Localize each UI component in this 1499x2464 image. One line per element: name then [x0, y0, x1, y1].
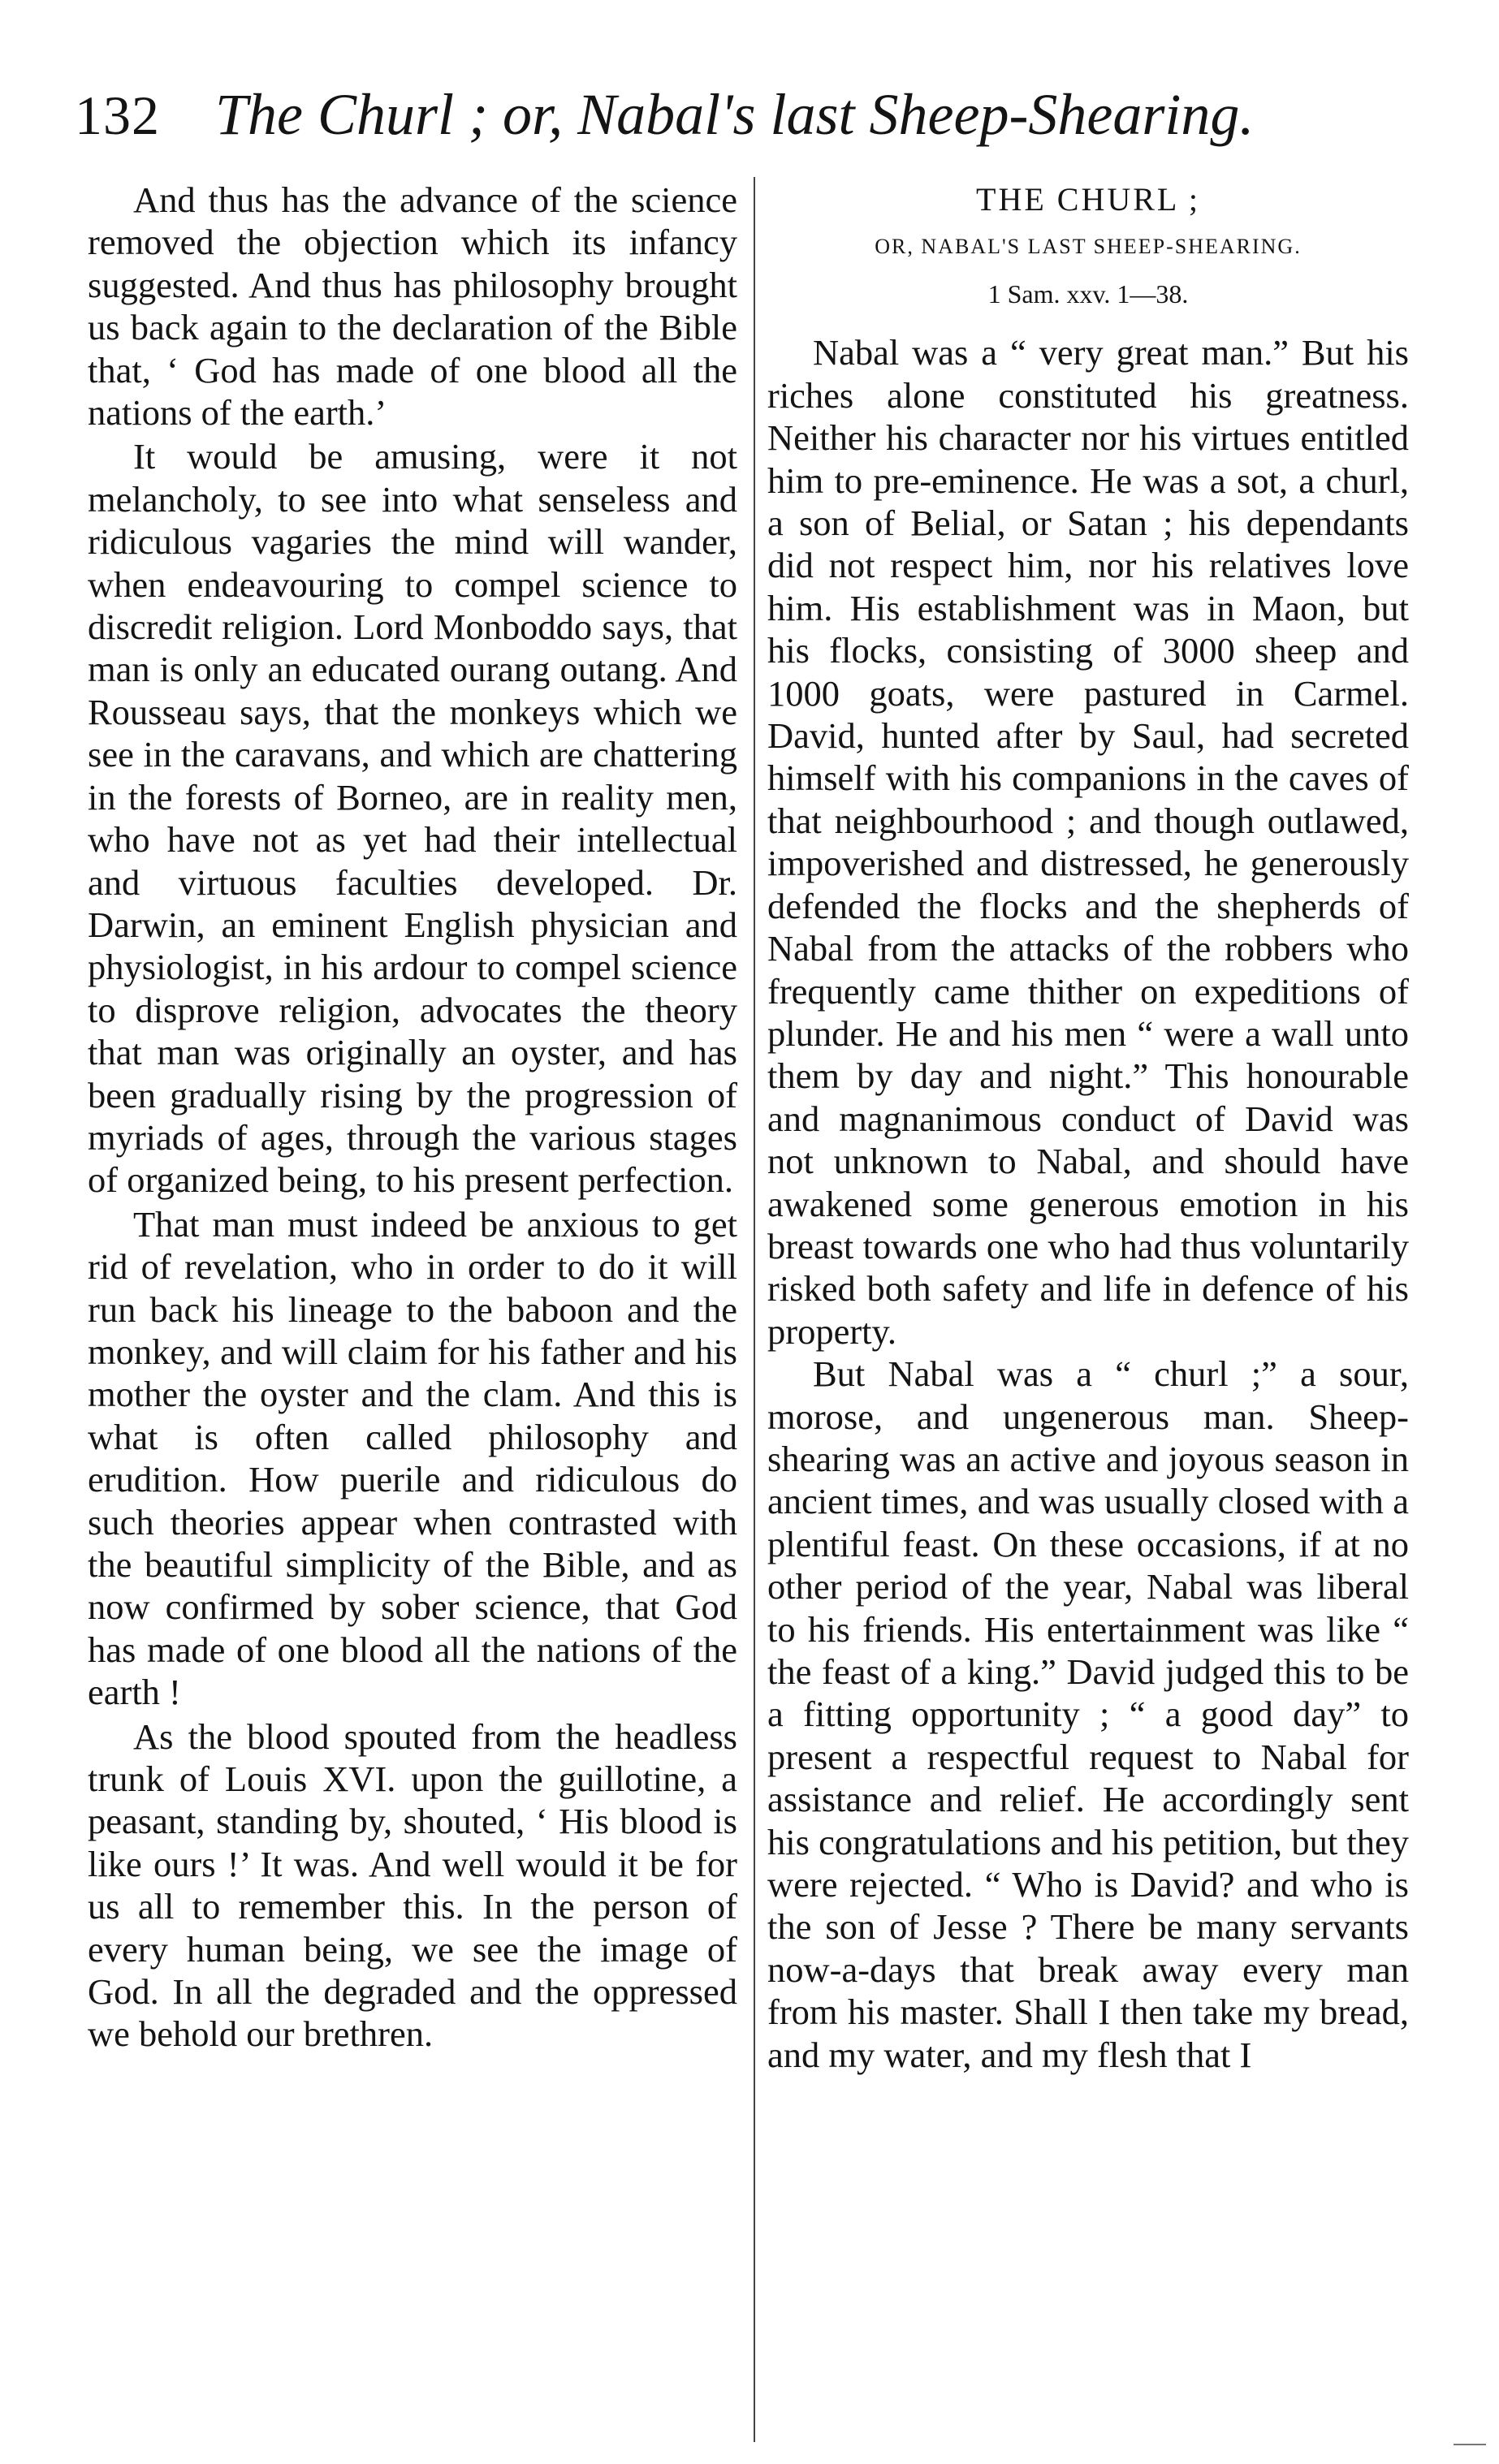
scripture-reference: 1 Sam. xxv. 1—38.	[987, 279, 1189, 309]
left-paragraph-1: And thus has the advance of the science removed the objection which its infancy suggested. And thus has philosophy brought us back again to the declaration of the Bible that, ‘ God has made of one blood all the nations of the earth.’	[88, 179, 737, 434]
left-column	[88, 179, 737, 2464]
page-number: 132	[75, 84, 160, 146]
left-paragraph-2: It would be amusing, were it not melancholy, to see into what senseless and ridiculous vagaries the mind will wander, when endeavouring to compel science to discredit religion. Lord Monboddo says, that man is only an educated ourang outang. And Rousseau says, that the monkeys which we see in the caravans, and which are chattering in the forests of Borneo, are in reality men, who have not as yet had their intellectual and virtuous faculties developed. Dr. Darwin, an eminent English physician and physiologist, in his ardour to compel science to disprove religion, advocates the theory that man was originally an oyster, and has been gradually rising by the progression of myriads of ages, through the various stages of organized being, to his present perfection.	[88, 436, 737, 1201]
heading-spacer	[767, 312, 1409, 331]
left-paragraph-3: That man must indeed be anxious to get rid of revelation, who in order to do it will run back his lineage to the baboon and the monkey, and will claim for his father and his mother the oyster and the clam. And this is what is often called philosophy and erudition. How puerile and ridiculous do such theories appear when contrasted with the beautiful simplicity of the Bible, and as now confirmed by sober science, that God has made of one blood all the nations of the earth !	[88, 1203, 737, 1713]
right-column	[767, 179, 1409, 2464]
printer-mark	[1454, 2444, 1486, 2445]
running-title: The Churl ; or, Nabal's last Sheep-Shearing.	[215, 82, 1255, 147]
article-subtitle: OR, NABAL'S LAST SHEEP-SHEARING.	[875, 235, 1302, 259]
right-paragraph-1: Nabal was a “ very great man.” But his riches alone constituted his greatness. Neither his character nor his virtues entitled him to pre-eminence. He was a sot, a churl, a son of Belial, or Satan ; his dependants did not respect him, nor his relatives love him. His establishment was in Maon, but his flocks, consisting of 3000 sheep and 1000 goats, were pastured in Carmel. David, hunted after by Saul, had secreted himself with his companions in the caves of that neighbourhood ; and though outlawed, impoverished and distressed, he generously defended the flocks and the shepherds of Nabal from the attacks of the robbers who frequently came thither on expeditions of plunder. He and his men “ were a wall unto them by day and night.” This honourable and magnanimous conduct of David was not unknown to Nabal, and should have awakened some generous emotion in his breast towards one who had thus voluntarily risked both safety and life in defence of his property.	[767, 332, 1409, 1352]
right-paragraph-2: But Nabal was a “ churl ;” a sour, morose, and ungenerous man. Sheep-shearing was an active and joyous season in ancient times, and was usually closed with a plentiful feast. On these occasions, if at no other period of the year, Nabal was liberal to his friends. His entertainment was like “ the feast of a king.” David judged this to be a fitting opportunity ; “ a good day” to present a respectful request to Nabal for assistance and relief. He accordingly sent his congratulations and his petition, but they were rejected. “ Who is David? and who is the son of Jesse ? There be many servants now-a-days that break away every man from his master. Shall I then take my bread, and my water, and my flesh that I	[767, 1353, 1409, 2075]
article-title: THE CHURL ;	[976, 181, 1200, 218]
page-header	[75, 81, 1423, 170]
column-divider	[754, 177, 755, 2442]
left-paragraph-4: As the blood spouted from the headless trunk of Louis XVI. upon the guillotine, a peasant, standing by, shouted, ‘ His blood is like ours !’ It was. And well would it be for us all to remember this. In the person of every human being, we see the image of God. In all the degraded and the oppressed we behold our brethren.	[88, 1715, 737, 2055]
